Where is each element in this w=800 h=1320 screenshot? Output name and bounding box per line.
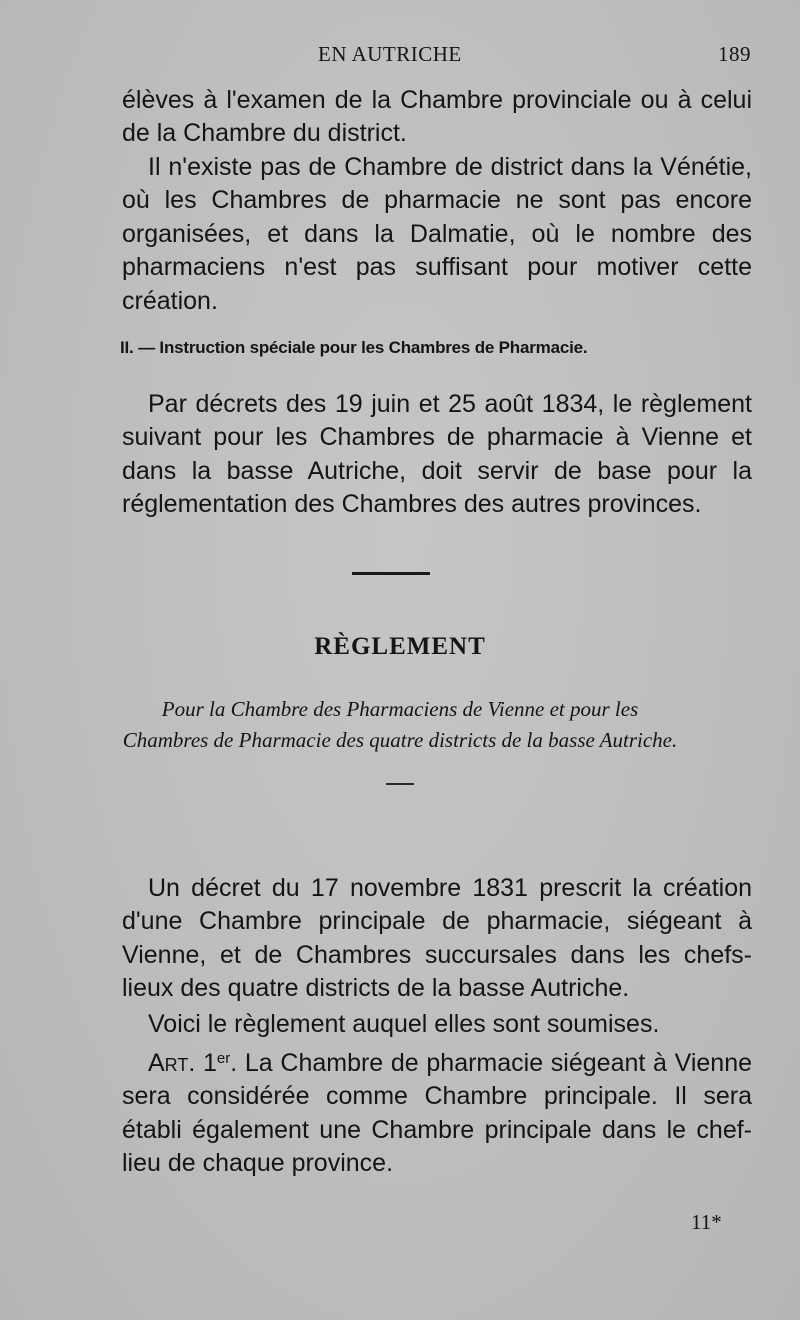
- running-head-title: EN AUTRICHE: [318, 42, 462, 66]
- paragraph-5: Voici le règlement auquel elles sont soumises.: [148, 1010, 660, 1038]
- article-1: [122, 1042, 752, 1181]
- paragraph-1: élèves à l'examen de la Chambre provinciale ou à celui de la Chambre du district.: [122, 86, 752, 148]
- paragraph-2: Il n'existe pas de Chambre de district dans la Vénétie, où les Chambres de pharmacie ne sont pas encore organisées, et dans la Dalmatie, où le nombre des pharmaciens n'est pas suffisant pour motiver cette création.: [122, 153, 752, 315]
- reglement-subtitle: Pour la Chambre des Pharmaciens de Vienne et pour les Chambres de Pharmacie des quatre districts de la basse Autriche.: [122, 697, 678, 752]
- paragraph-4: Un décret du 17 novembre 1831 prescrit la création d'une Chambre principale de pharmacie, siégeant à Vienne, et de Chambres succursales dans les chefs-lieux des quatre districts de la basse Autriche.: [122, 874, 752, 1003]
- article-superscript: er: [216, 1050, 231, 1067]
- ornamental-rule: [352, 572, 430, 575]
- page-number: 189: [718, 42, 751, 66]
- article-text: . La Chambre de pharmacie siégeant à Vienne sera considérée comme Chambre principale. Il sera établi également une Chambre principale dans le chef-lieu de chaque province.: [122, 1049, 752, 1178]
- small-rule: [386, 783, 414, 785]
- article-number: 1: [203, 1049, 217, 1077]
- signature-mark: 11*: [691, 1210, 722, 1234]
- reglement-title: RÈGLEMENT: [314, 633, 486, 660]
- running-head: [0, 42, 800, 72]
- article-label: Art.: [148, 1049, 196, 1077]
- section-heading: II. — Instruction spéciale pour les Chambres de Pharmacie.: [120, 338, 588, 357]
- paragraph-3: Par décrets des 19 juin et 25 août 1834, le règlement suivant pour les Chambres de pharmacie à Vienne et dans la basse Autriche, doit servir de base pour la réglementation des Chambres des autres provinces.: [122, 390, 752, 519]
